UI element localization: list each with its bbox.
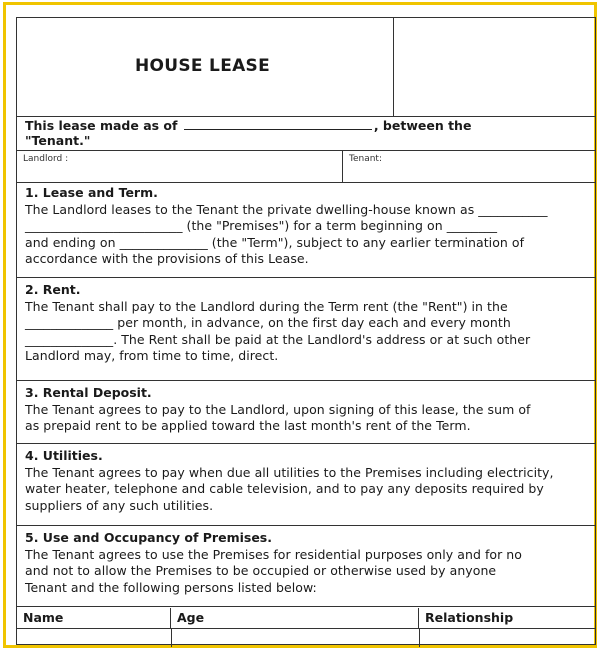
party-row (17, 150, 595, 183)
section-lease-and-term (17, 181, 595, 278)
section-line: suppliers of any such utilities. (25, 497, 214, 513)
page-title: HOUSE LEASE (135, 56, 271, 76)
date-blank[interactable] (184, 118, 372, 130)
tenant-label: Tenant: (349, 154, 382, 164)
section-line: The Tenant shall pay to the Landlord during the Term rent (the "Rent") in the (25, 298, 508, 314)
section-heading: 1. Lease and Term. (25, 185, 158, 200)
column-header-age: Age (171, 608, 419, 628)
section-use-and-occupancy (17, 526, 595, 606)
section-heading: 4. Utilities. (25, 448, 103, 463)
section-heading: 5. Use and Occupancy of Premises. (25, 530, 272, 545)
header-row (17, 18, 595, 117)
lease-form (16, 17, 596, 645)
section-line: ______________. The Rent shall be paid at the Landlord's address or at such other (25, 331, 531, 347)
header-empty-box (394, 18, 595, 116)
section-line: The Tenant agrees to use the Premises for residential purposes only and for no (25, 546, 522, 562)
document-frame (3, 2, 597, 648)
section-line: accordance with the provisions of this Lease. (25, 251, 309, 266)
intro-tenant: "Tenant." (25, 133, 91, 148)
section-line: _________________________ (the "Premises") for a term beginning on ________ (25, 218, 498, 233)
intro-paragraph (25, 118, 591, 148)
section-heading: 3. Rental Deposit. (25, 385, 152, 400)
landlord-label: Landlord : (23, 154, 69, 164)
table-row-divider (17, 628, 595, 629)
section-line: Tenant and the following persons listed below: (25, 579, 317, 595)
section-line: and ending on ______________ (the "Term"), subject to any earlier termination of (25, 234, 525, 250)
table-column-divider (171, 628, 172, 647)
intro-prefix: This lease made as of (25, 118, 178, 133)
section-line: and not to allow the Premises to be occupied or otherwise used by anyone (25, 563, 497, 578)
section-line: water heater, telephone and cable television, and to pay any deposits required by (25, 481, 544, 496)
column-header-name: Name (17, 608, 171, 628)
section-rent (17, 278, 595, 381)
section-rental-deposit (17, 381, 595, 444)
intro-suffix: , between the (373, 118, 472, 133)
tenant-field[interactable] (343, 151, 595, 182)
section-line: as prepaid rent to be applied toward the last month's rent of the Term. (25, 418, 471, 433)
section-utilities (17, 444, 595, 526)
table-column-divider (419, 628, 420, 647)
section-line: ______________ per month, in advance, on the first day each and every month (25, 315, 511, 330)
title-cell (17, 18, 394, 116)
section-heading: 2. Rent. (25, 282, 81, 297)
occupants-table (17, 606, 595, 647)
section-line: The Landlord leases to the Tenant the private dwelling-house known as ___________ (25, 201, 548, 217)
section-line: The Tenant agrees to pay to the Landlord, upon signing of this lease, the sum of (25, 401, 531, 417)
section-line: Landlord may, from time to time, direct. (25, 348, 279, 363)
column-header-relationship: Relationship (425, 610, 514, 625)
section-line: The Tenant agrees to pay when due all utilities to the Premises including electricity, (25, 464, 554, 480)
landlord-field[interactable] (17, 151, 343, 182)
